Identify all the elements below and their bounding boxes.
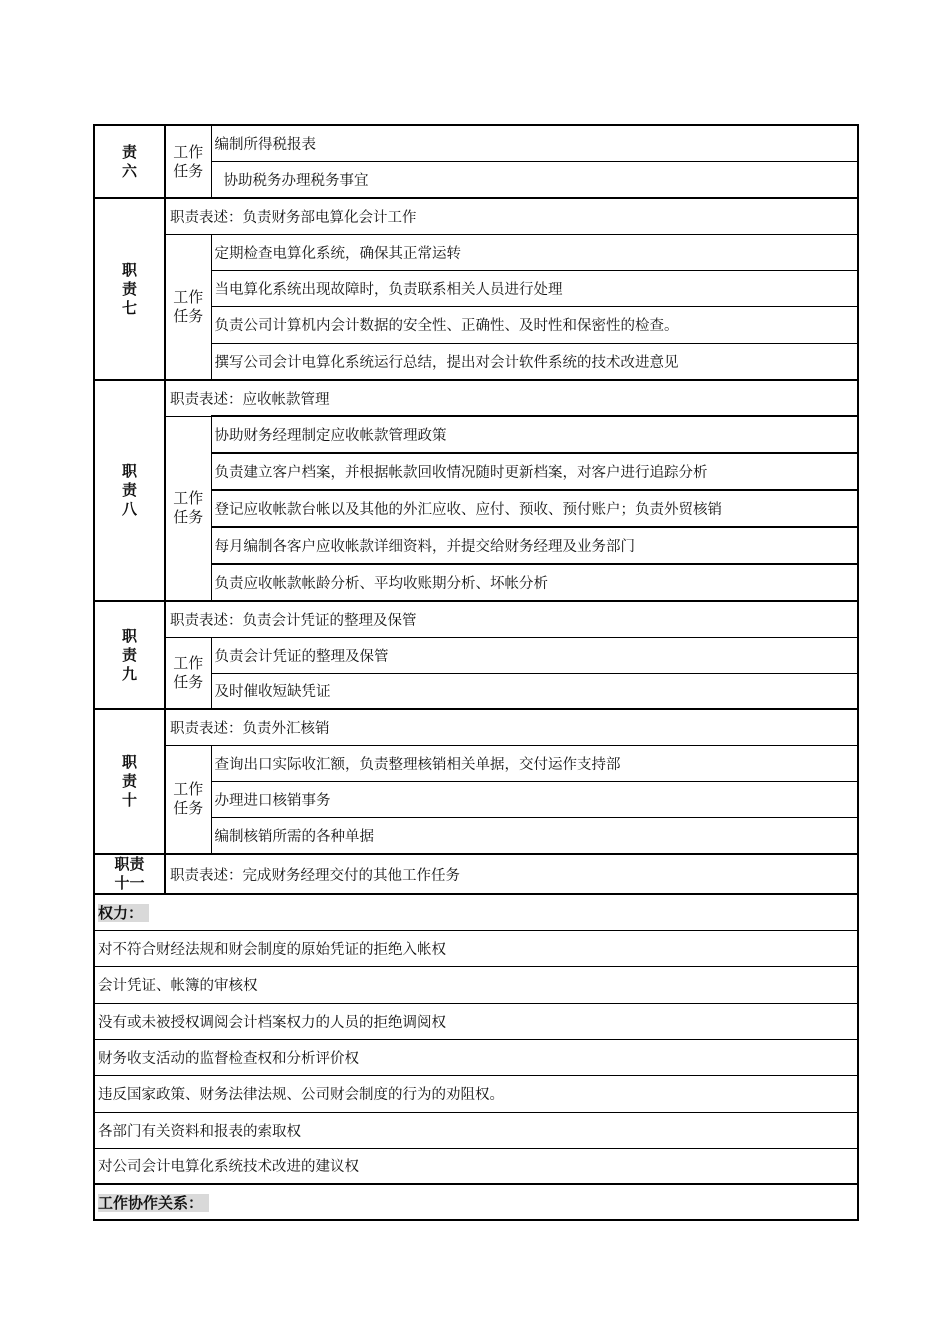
resp9-statement-row <box>94 601 858 637</box>
resp9-task: 负责会计凭证的整理及保管 <box>211 637 858 673</box>
resp9-label-line: 九 <box>121 664 137 683</box>
authority-row <box>94 1003 858 1039</box>
resp8-task: 协助财务经理制定应收帐款管理政策 <box>211 416 858 453</box>
resp9-work-label <box>165 637 211 709</box>
authority-item: 对公司会计电算化系统技术改进的建议权 <box>94 1148 858 1184</box>
resp9-label <box>94 601 165 709</box>
resp8-task: 负责建立客户档案，并根据帐款回收情况随时更新档案，对客户进行追踪分析 <box>211 453 858 490</box>
resp7-label-line: 责 <box>121 279 137 298</box>
resp11-label-line: 职责 <box>114 855 145 873</box>
resp9-label-line: 责 <box>121 645 137 664</box>
authority-item: 会计凭证、帐簿的审核权 <box>94 966 858 1003</box>
authority-item: 对不符合财经法规和财会制度的原始凭证的拒绝入帐权 <box>94 930 858 966</box>
authority-row <box>94 930 858 966</box>
resp8-statement-row <box>94 380 858 416</box>
resp9-label-line: 职 <box>121 626 137 645</box>
resp10-statement-row <box>94 709 858 745</box>
resp10-label <box>94 709 165 854</box>
resp10-label-line: 十 <box>121 791 137 809</box>
resp10-statement: 职责表述：负责外汇核销 <box>165 709 858 745</box>
job-description-document <box>93 124 857 1221</box>
resp11-statement: 职责表述：完成财务经理交付的其他工作任务 <box>165 854 858 894</box>
resp10-task-row <box>94 745 858 781</box>
resp7-task: 负责公司计算机内会计数据的安全性、正确性、及时性和保密性的检查。 <box>211 306 858 343</box>
resp7-task: 撰写公司会计电算化系统运行总结，提出对会计软件系统的技术改进意见 <box>211 343 858 380</box>
authority-item: 各部门有关资料和报表的索取权 <box>94 1112 858 1148</box>
work-label-line: 任务 <box>173 306 204 325</box>
work-label-line: 工作 <box>173 489 204 508</box>
resp9-statement: 职责表述：负责会计凭证的整理及保管 <box>165 601 858 637</box>
authority-row <box>94 1039 858 1075</box>
work-label-line: 任务 <box>173 161 204 180</box>
resp6-label <box>94 125 165 198</box>
resp9-task-row <box>94 637 858 673</box>
authority-item: 违反国家政策、财务法律法规、公司财会制度的行为的劝阻权。 <box>94 1075 858 1112</box>
resp7-work-label <box>165 234 211 380</box>
work-label-line: 任务 <box>173 799 204 818</box>
cooperation-header-row <box>94 1184 858 1220</box>
work-label-line: 工作 <box>173 142 204 161</box>
resp10-label-line: 责 <box>121 772 137 790</box>
resp8-label-line: 责 <box>121 481 137 499</box>
resp8-work-label <box>165 416 211 601</box>
authority-title-text: 权力： <box>98 904 149 922</box>
resp7-statement: 职责表述：负责财务部电算化会计工作 <box>165 198 858 234</box>
resp8-statement: 职责表述：应收帐款管理 <box>165 380 858 416</box>
authority-title <box>94 894 858 930</box>
authority-item: 财务收支活动的监督检查权和分析评价权 <box>94 1039 858 1075</box>
authority-item: 没有或未被授权调阅会计档案权力的人员的拒绝调阅权 <box>94 1003 858 1039</box>
resp6-task: 编制所得税报表 <box>211 125 858 161</box>
resp7-label <box>94 198 165 380</box>
resp8-task: 负责应收帐款帐龄分析、平均收账期分析、坏帐分析 <box>211 564 858 601</box>
resp7-task: 定期检查电算化系统，确保其正常运转 <box>211 234 858 270</box>
cooperation-title <box>94 1184 858 1220</box>
work-label-line: 任务 <box>173 672 204 691</box>
resp6-work-label <box>165 125 211 198</box>
resp6-label-line: 责 <box>121 142 137 161</box>
work-label-line: 工作 <box>173 780 204 799</box>
resp8-task: 登记应收帐款台帐以及其他的外汇应收、应付、预收、预付账户；负责外贸核销 <box>211 490 858 527</box>
resp7-task: 当电算化系统出现故障时，负责联系相关人员进行处理 <box>211 270 858 306</box>
resp11-label-line: 十一 <box>114 874 145 892</box>
resp8-label-line: 职 <box>121 462 137 480</box>
resp10-task: 办理进口核销事务 <box>211 781 858 817</box>
authority-row <box>94 1075 858 1112</box>
resp9-task: 及时催收短缺凭证 <box>211 673 858 709</box>
cooperation-title-text: 工作协作关系： <box>98 1194 209 1212</box>
resp10-label-line: 职 <box>121 753 137 771</box>
authority-row <box>94 1112 858 1148</box>
resp7-label-line: 七 <box>121 298 137 317</box>
work-label-line: 工作 <box>173 653 204 672</box>
authority-row <box>94 966 858 1003</box>
resp11-statement-row <box>94 854 858 894</box>
authority-row <box>94 1148 858 1184</box>
resp8-task: 每月编制各客户应收帐款详细资料，并提交给财务经理及业务部门 <box>211 527 858 564</box>
work-label-line: 工作 <box>173 287 204 306</box>
responsibility-table <box>93 124 859 1221</box>
resp7-task-row <box>94 234 858 270</box>
resp8-label-line: 八 <box>121 500 137 518</box>
resp10-task: 查询出口实际收汇额，负责整理核销相关单据，交付运作支持部 <box>211 745 858 781</box>
resp11-label <box>94 854 165 894</box>
authority-header-row <box>94 894 858 930</box>
resp10-work-label <box>165 745 211 854</box>
resp6-task: 协助税务办理税务事宜 <box>211 161 858 198</box>
resp6-task-row <box>94 125 858 161</box>
resp6-label-line: 六 <box>121 161 137 180</box>
resp7-label-line: 职 <box>121 260 137 279</box>
resp8-task-row <box>94 416 858 453</box>
resp10-task: 编制核销所需的各种单据 <box>211 817 858 854</box>
resp8-label <box>94 380 165 601</box>
work-label-line: 任务 <box>173 508 204 527</box>
resp7-statement-row <box>94 198 858 234</box>
